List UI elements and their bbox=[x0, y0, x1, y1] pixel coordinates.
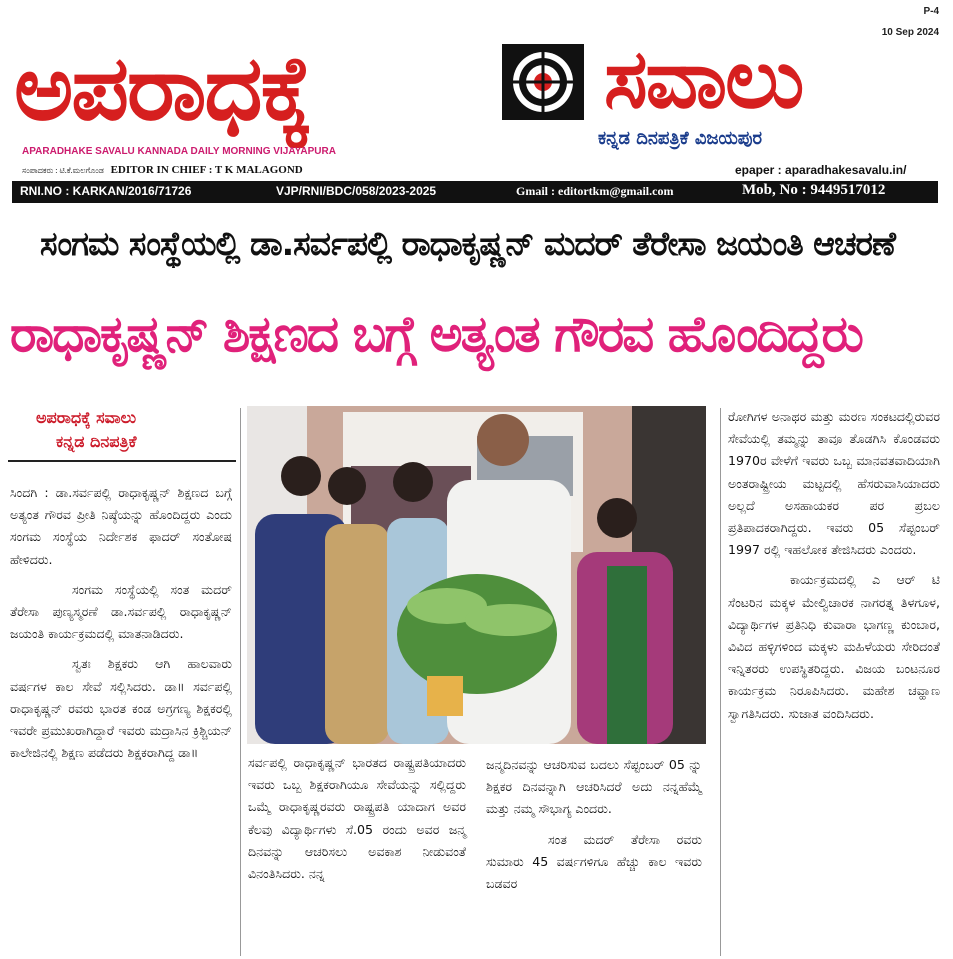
info-bar bbox=[12, 181, 938, 203]
mobile-number: Mob, No : 9449517012 bbox=[742, 182, 886, 198]
masthead-title-right: ಸವಾಲು bbox=[604, 32, 803, 127]
article-column-3 bbox=[486, 754, 702, 895]
rni-number: RNI.NO : KARKAN/2016/71726 bbox=[20, 184, 192, 198]
column-divider bbox=[240, 408, 241, 956]
article-paragraph: ಸರ್ವಪಲ್ಲಿ ರಾಧಾಕೃಷ್ಣನ್ ಭಾರತದ ರಾಷ್ಟ್ರಪತಿಯಾದರು ಇವರು ಒಬ್ಬ ಶಿಕ್ಷಕರಾಗಿಯೂ ಸೇವೆಯನ್ನು ಸಲ್ಲಿದ್ದರು ಒಮ್ಮೆ ರಾಧಾಕೃಷ್ಣರವರು ರಾಷ್ಟ್ರಪತಿ ಯಾದಾಗ ಅವರ ಕೆಲವು ವಿದ್ಯಾರ್ಥಿಗಳು ಸೆ.05 ರಂದು ಅವರ ಜನ್ಮ ದಿನವನ್ನು ಆಚರಿಸಲು ಅವಕಾಶ ನೀಡುವಂತೆ ವಿನಂತಿಸಿದರು. ನನ್ನ bbox=[248, 755, 466, 882]
editor-label: EDITOR IN CHIEF : T K MALAGOND bbox=[110, 164, 303, 176]
article-paragraph: ಸಂಗಮ ಸಂಸ್ಥೆಯಲ್ಲಿ ಸಂತ ಮದರ್ ತೆರೇಸಾ ಪುಣ್ಯಸ್ಮರಣೆ ಡಾ.ಸರ್ವಪಲ್ಲಿ ರಾಧಾಕೃಷ್ಣನ್ ಜಯಂತಿ ಕಾರ್ಯಕ್ರಮದಲ್ಲಿ ಮಾತನಾಡಿದರು. bbox=[10, 581, 232, 642]
divider bbox=[8, 460, 236, 462]
article-column-4 bbox=[728, 406, 940, 725]
vjp-number: VJP/RNI/BDC/058/2023-2025 bbox=[276, 184, 437, 198]
column-divider bbox=[720, 408, 721, 956]
article-column-1 bbox=[10, 482, 232, 764]
article-paragraph: ರೋಗಿಗಳ ಅನಾಥರ ಮತ್ತು ಮರಣ ಸಂಕಟದಲ್ಲಿರುವರ ಸೇವೆಯಲ್ಲಿ ತಮ್ಮನ್ನು ತಾವೂ ತೊಡಗಿಸಿ ಕೊಂಡವರು 1970ರ ವೇಳೆಗೆ ಇವರು ಒಬ್ಬ ಮಾನವತವಾದಿಯಾಗಿ ಅಂತರಾಷ್ಟ್ರೀಯ ಮಟ್ಟದಲ್ಲಿ ಹೆಸರುವಾಸಿಯಾದರು ಅಲ್ಲದೆ ಅಸಹಾಯಕರ ಪರ ಪ್ರಬಲ ಪ್ರತಿಪಾದಕರಾಗಿದ್ದರು. ಇವರು 05 ಸೆಪ್ಟಂಬರ್ 1997 ರಲ್ಲಿ ಇಹಲೋಕ ತೇಜಿಸಿದರು ಎಂದರು. bbox=[728, 409, 940, 558]
article-paragraph: ಕಾರ್ಯಕ್ರಮದಲ್ಲಿ ಎ ಆರ್ ಟಿ ಸೆಂಟರಿನ ಮಕ್ಕಳ ಮೇಲ್ವಿಚಾರಕ ನಾಗರತ್ನ ತಿಳಗೂಳ, ವಿದ್ಯಾರ್ಥಿಗಳ ಪ್ರತಿನಿಧಿ ಕುವಾರಾ ಭಾಗಣ್ಣ ಕುಂಬಾರ, ವಿವಿದ ಹಳ್ಳಿಗಳಿಂದ ಮಕ್ಕಳು ಮಹಿಳೆಯರು ಸೇರಿದಂತೆ ಇನ್ನಿತರರು ಉಪಸ್ಥಿತರಿದ್ದರು. ವಿಜಯ ಬಂಟನೂರ ಕಾರ್ಯಕ್ರಮ ನಿರೂಪಿಸಿದರು. ಮಹೇಶ ಚವ್ಹಾಣ ಸ್ವಾಗತಿಸಿದರು. ಸುಜಾತ ವಂದಿಸಿದರು. bbox=[728, 572, 940, 721]
english-subtitle: APARADHAKE SAVALU KANNADA DAILY MORNING VIJAYAPURA bbox=[22, 146, 336, 157]
article-paragraph: ಜನ್ಮದಿನವನ್ನು ಆಚರಿಸುವ ಬದಲು ಸೆಪ್ಟಂಬರ್ 05 ನ್ನು ಶಿಕ್ಷಕರ ದಿನವನ್ನಾಗಿ ಆಚರಿಸಿದರೆ ಅದು ನನ್ನಹೆಮ್ಮೆ ಮತ್ತು ನಮ್ಮ ಸೌಭಾಗ್ಯ ಎಂದರು. bbox=[486, 757, 702, 817]
article-paragraph: ಸಿಂದಗಿ : ಡಾ.ಸರ್ವಪಲ್ಲಿ ರಾಧಾಕೃಷ್ಣನ್ ಶಿಕ್ಷಣದ ಬಗ್ಗೆ ಅತ್ಯಂತ ಗೌರವ ಪ್ರೀತಿ ನಿಷ್ಠೆಯನ್ನು ಹೊಂದಿದ್ದರು ಎಂದು ಸಂಗಮ ಸಂಸ್ಥೆಯ ನಿರ್ದೇಶಕ ಫಾದರ್ ಸಂತೋಷ ಹೇಳಿದರು. bbox=[10, 485, 232, 567]
page-number: P-4 bbox=[923, 6, 939, 17]
target-icon bbox=[502, 44, 584, 120]
editor-line bbox=[22, 164, 303, 176]
byline-paper-type: ಕನ್ನಡ ದಿನಪತ್ರಿಕೆ bbox=[56, 432, 137, 451]
email[interactable]: Gmail : editortkm@gmail.com bbox=[516, 184, 674, 198]
event-photo bbox=[247, 406, 706, 744]
article-paragraph: ಸ್ವತಃ ಶಿಕ್ಷಕರು ಆಗಿ ಹಾಲವಾರು ವರ್ಷಗಳ ಕಾಲ ಸೇವೆ ಸಲ್ಲಿಸಿದರು. ಡಾ॥ ಸರ್ವಪಲ್ಲಿ ರಾಧಾಕೃಷ್ಣನ್ ರವರು ಭಾರತ ಕಂಡ ಅಗ್ರಗಣ್ಯ ಶಿಕ್ಷಕರಲ್ಲಿ ಇವರೇ ಪ್ರಮುಖರಾಗಿದ್ದಾರೆ ಇವರು ಮದ್ರಾಸಿನ ಕ್ರಿಶ್ಚಿಯನ್ ಕಾಲೇಜಿನಲ್ಲಿ ಶಿಕ್ಷಣ ಪಡೆದರು ಶಿಕ್ಷಕರಾಗಿದ್ದ ಡಾ॥ bbox=[10, 656, 232, 761]
main-headline: ರಾಧಾಕೃಷ್ಣನ್ ಶಿಕ್ಷಣದ ಬಗ್ಗೆ ಅತ್ಯಂತ ಗೌರವ ಹೊಂದಿದ್ದರು bbox=[10, 305, 862, 363]
epaper-link[interactable]: epaper : aparadhakesavalu.in/ bbox=[735, 163, 907, 177]
article-paragraph: ಸಂತ ಮದರ್ ತೆರೇಸಾ ರವರು ಸುಮಾರು 45 ವರ್ಷಗಳಿಗೂ ಹೆಚ್ಚು ಕಾಲ ಇವರು ಬಡವರ bbox=[486, 831, 702, 892]
article-column-2 bbox=[248, 752, 466, 885]
byline-paper-name: ಅಪರಾಧಕ್ಕೆ ಸವಾಲು bbox=[36, 408, 137, 427]
editor-kannada: ಸಂಪಾದಕರು : ಟಿ.ಕೆ.ಮಲಗೊಂಡ bbox=[22, 166, 104, 175]
issue-date: 10 Sep 2024 bbox=[881, 27, 939, 38]
sub-headline: ಸಂಗಮ ಸಂಸ್ಥೆಯಲ್ಲಿ ಡಾ.ಸರ್ವಪಲ್ಲಿ ರಾಧಾಕೃಷ್ಣನ್ ಮದರ್ ತೆರೇಸಾ ಜಯಂತಿ ಆಚರಣೆ bbox=[40, 224, 895, 263]
kannada-subtitle: ಕನ್ನಡ ದಿನಪತ್ರಿಕೆ ವಿಜಯಪುರ bbox=[598, 128, 762, 149]
masthead-title-left: ಅಪರಾಧಕ್ಕೆ bbox=[14, 36, 312, 141]
